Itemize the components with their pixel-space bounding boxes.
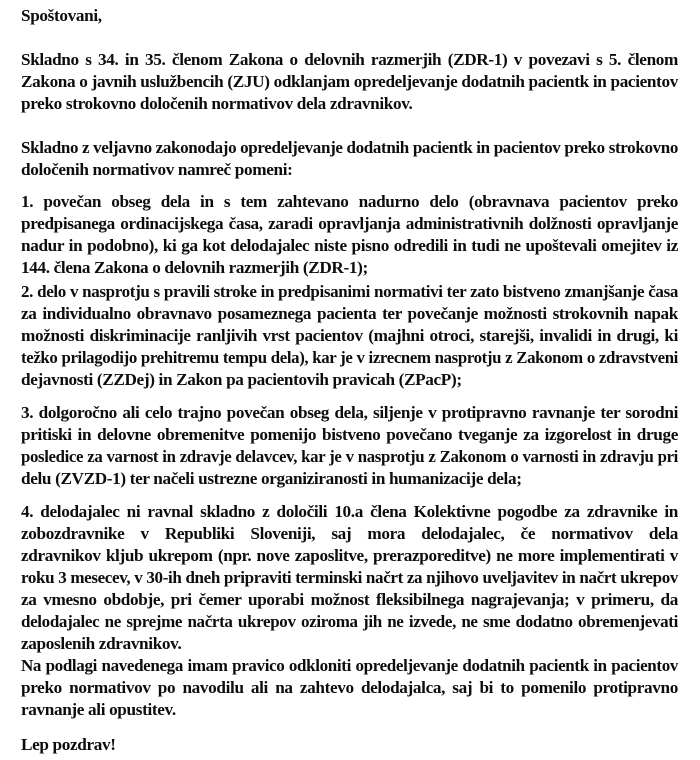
item-line: predpisanega ordinacijskega časa, zaradi opravljanja administrativnih dolžnosti opravljanje <box>21 214 678 233</box>
item-line: težko prilagodijo prehitremu tempu dela), kar je v izrecnem nasprotju z Zakonom o zdravstveni <box>21 348 678 367</box>
item-line: delodajalec ne sprejme načrta ukrepov oziroma jih ne izvede, ne sme dodatno obremenjevati <box>21 612 678 631</box>
lead-line: določenih normativov namreč pomeni: <box>21 160 293 179</box>
item-line: 3. dolgoročno ali celo trajno povečan obseg dela, siljenje v protipravno ravnanje ter sorodni <box>21 403 678 422</box>
item-line: 4. delodajalec ni ravnal skladno z določili 10.a člena Kolektivne pogodbe za zdravnike in <box>21 502 678 521</box>
item-line: zdravnikov kljub ukrepom (npr. nove zaposlitve, prerazporeditve) ne more implementirati v <box>21 546 678 565</box>
item-line: posledice za varnost in zdravje delavcev, kar je v nasprotju z Zakonom o varnosti in zdravju pri <box>21 447 678 466</box>
item-line: roku 3 mesecev, v 30-ih dneh pripraviti terminski načrt za njihovo uveljavitev in načrt ukrepov <box>21 568 678 587</box>
greeting: Spoštovani, <box>21 6 102 25</box>
item-line: možnosti diskriminacije ranljivih vrst pacientov (majhni otroci, starejši, invalidi in drugi, ki <box>21 326 678 345</box>
item-line: nadur in podobno), ki ga kot delodajalec niste pisno odredili in tudi ne upoštevali omejitev iz <box>21 236 678 255</box>
intro-line: Zakona o javnih uslužbencih (ZJU) odklanjam opredeljevanje dodatnih pacientk in pacientov <box>21 72 678 91</box>
conclusion-line: ravnanje ali opustitev. <box>21 700 176 719</box>
lead-line: Skladno z veljavno zakonodajo opredeljevanje dodatnih pacientk in pacientov preko strokovno <box>21 138 678 157</box>
intro-line: preko strokovno določenih normativov dela zdravnikov. <box>21 94 413 113</box>
item-line: 144. člena Zakona o delovnih razmerjih (ZDR-1); <box>21 258 368 277</box>
conclusion-line: Na podlagi navedenega imam pravico odkloniti opredeljevanje dodatnih pacientk in pacientov <box>21 656 678 675</box>
item-line: dejavnosti (ZZDej) in Zakon pa pacientovih pravicah (ZPacP); <box>21 370 462 389</box>
intro-line: Skladno s 34. in 35. členom Zakona o delovnih razmerjih (ZDR-1) v povezavi s 5. členom <box>21 50 678 69</box>
closing: Lep pozdrav! <box>21 735 116 754</box>
item-line: delu (ZVZD-1) ter načeli ustrezne organiziranosti in humanizacije dela; <box>21 469 522 488</box>
item-line: pritiski in delovne obremenitve pomenijo bistveno povečano tveganje za izgorelost in druge <box>21 425 678 444</box>
item-line: 2. delo v nasprotju s pravili stroke in predpisanimi normativi ter zato bistveno zmanjšanje časa <box>21 282 678 301</box>
item-line: zaposlenih zdravnikov. <box>21 634 182 653</box>
conclusion-line: preko normativov po navodilu ali na zahtevo delodajalca, saj bi to pomenilo protipravno <box>21 678 678 697</box>
item-line: za individualno obravnavo posameznega pacienta ter povečanje možnosti strokovnih napak <box>21 304 678 323</box>
item-line: 1. povečan obseg dela in s tem zahtevano nadurno delo (obravnava pacientov preko <box>21 192 678 211</box>
item-line: zobozdravnike v Republiki Sloveniji, saj mora delodajalec, če normativov dela <box>21 524 678 543</box>
item-line: za vmesno obdobje, pri čemer uporabi možnost fleksibilnega nagrajevanja; v primeru, da <box>21 590 678 609</box>
